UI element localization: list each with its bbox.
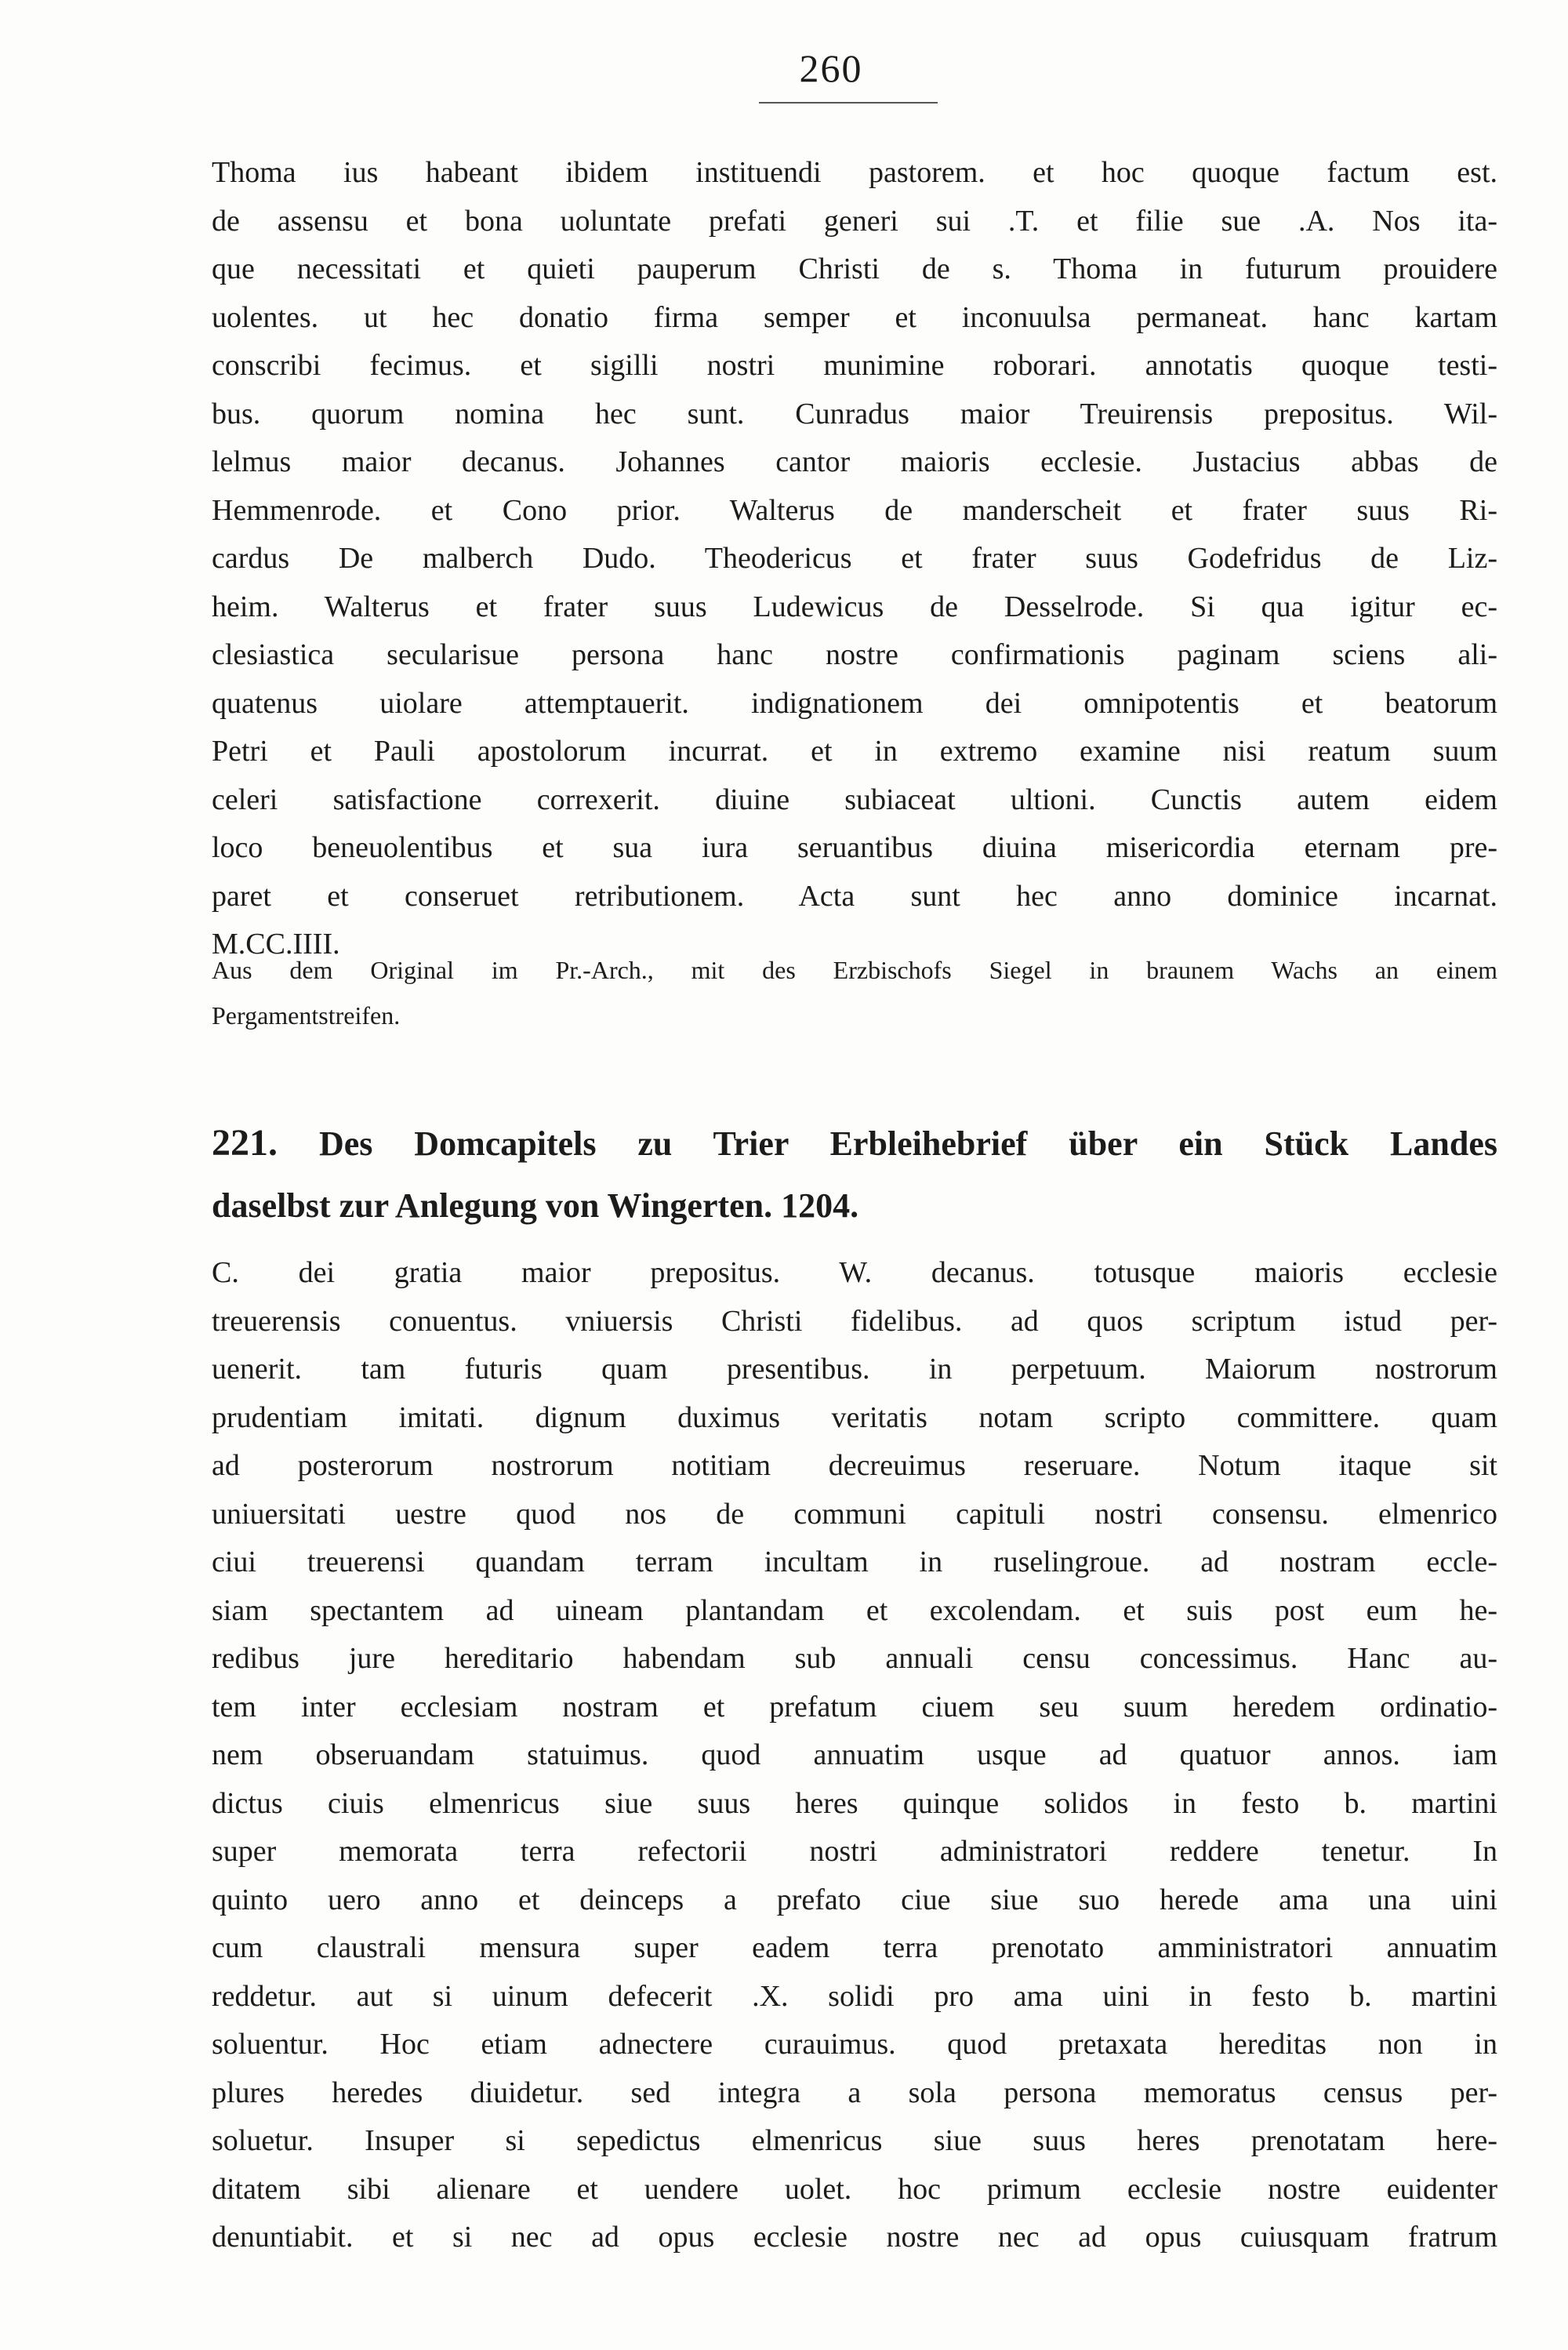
page-number-rule — [759, 102, 938, 104]
text-line: redibus jure hereditario habendam sub annuali censu concessimus. Hanc au- — [212, 1642, 1497, 1675]
text-line: treuerensis conuentus. vniuersis Christi fidelibus. ad quos scriptum istud per- — [212, 1304, 1497, 1338]
source-note — [212, 947, 1497, 1038]
text-line: Hemmenrode. et Cono prior. Walterus de manderscheit et frater suus Ri- — [212, 493, 1497, 527]
charter-paragraph-1 — [212, 149, 1497, 969]
text-line: tem inter ecclesiam nostram et prefatum ciuem seu suum heredem ordinatio- — [212, 1690, 1497, 1723]
text-line: cardus De malberch Dudo. Theodericus et frater suus Godefridus de Liz- — [212, 542, 1497, 575]
text-line: C. dei gratia maior prepositus. W. decanus. totusque maioris ecclesie — [212, 1256, 1497, 1289]
text-line: de assensu et bona uoluntate prefati generi sui .T. et filie sue .A. Nos ita- — [212, 204, 1497, 238]
text-line: celeri satisfactione correxerit. diuine subiaceat ultioni. Cunctis autem eidem — [212, 783, 1497, 816]
text-line: ditatem sibi alienare et uendere uolet. hoc primum ecclesie nostre euidenter — [212, 2172, 1497, 2206]
text-line: bus. quorum nomina hec sunt. Cunradus maior Treuirensis prepositus. Wil- — [212, 397, 1497, 430]
heading-line-2: daselbst zur Anlegung von Wingerten. 1204. — [212, 1186, 859, 1225]
note-line: Aus dem Original im Pr.-Arch., mit des Erzbischofs Siegel in braunem Wachs an einem — [212, 956, 1497, 984]
text-line: prudentiam imitati. dignum duximus veritatis notam scripto committere. quam — [212, 1400, 1497, 1434]
text-line: plures heredes diuidetur. sed integra a sola persona memoratus census per- — [212, 2076, 1497, 2109]
text-line: Petri et Pauli apostolorum incurrat. et in extremo examine nisi reatum suum — [212, 735, 1497, 768]
text-line: loco beneuolentibus et sua iura seruantibus diuina misericordia eternam pre- — [212, 831, 1497, 864]
text-line: dictus ciuis elmenricus siue suus heres quinque solidos in festo b. martini — [212, 1786, 1497, 1820]
text-line: conscribi fecimus. et sigilli nostri munimine roborari. annotatis quoque testi- — [212, 349, 1497, 382]
text-line: clesiastica secularisue persona hanc nostre confirmationis paginam sciens ali- — [212, 638, 1497, 671]
text-line: que necessitati et quieti pauperum Christi de s. Thoma in futurum prouidere — [212, 252, 1497, 285]
text-line: reddetur. aut si uinum defecerit .X. solidi pro ama uini in festo b. martini — [212, 1979, 1497, 2013]
text-line: lelmus maior decanus. Johannes cantor maioris ecclesie. Justacius abbas de — [212, 445, 1497, 478]
text-line: denuntiabit. et si nec ad opus ecclesie nostre nec ad opus cuiusquam fratrum — [212, 2221, 1497, 2254]
document-number: 221. — [212, 1122, 278, 1164]
heading-title: Des Domcapitels zu Trier Erbleihebrief über ein Stück Landes — [318, 1124, 1497, 1163]
text-line: soluetur. Insuper si sepedictus elmenricus siue suus heres prenotatam here- — [212, 2124, 1497, 2157]
text-line: quinto uero anno et deinceps a prefato ciue siue suo herede ama una uini — [212, 1883, 1497, 1916]
text-line: Thoma ius habeant ibidem instituendi pastorem. et hoc quoque factum est. — [212, 156, 1497, 189]
text-line: ciui treuerensi quandam terram incultam in ruselingroue. ad nostram eccle- — [212, 1545, 1497, 1578]
text-line: uolentes. ut hec donatio firma semper et inconuulsa permaneat. hanc kartam — [212, 300, 1497, 334]
text-line: soluentur. Hoc etiam adnectere curauimus. quod pretaxata hereditas non in — [212, 2028, 1497, 2061]
text-line: quatenus uiolare attemptauerit. indignationem dei omnipotentis et beatorum — [212, 686, 1497, 720]
text-line: uenerit. tam futuris quam presentibus. in perpetuum. Maiorum nostrorum — [212, 1353, 1497, 1386]
text-line: paret et conseruet retributionem. Acta sunt hec anno dominice incarnat. — [212, 879, 1497, 913]
text-line: M.CC.IIII. — [212, 928, 340, 961]
text-line: nem obseruandam statuimus. quod annuatim usque ad quatuor annos. iam — [212, 1738, 1497, 1771]
text-line: uniuersitati uestre quod nos de communi capituli nostri consensu. elmenrico — [212, 1497, 1497, 1531]
page-number: 260 — [799, 46, 863, 90]
note-line: Pergamentstreifen. — [212, 1001, 401, 1030]
text-line: cum claustrali mensura super eadem terra prenotato amministratori annuatim — [212, 1931, 1497, 1964]
charter-paragraph-2 — [212, 1249, 1497, 2262]
text-line: super memorata terra refectorii nostri administratori reddere tenetur. In — [212, 1835, 1497, 1868]
text-line: heim. Walterus et frater suus Ludewicus de Desselrode. Si qua igitur ec- — [212, 590, 1497, 623]
text-line: siam spectantem ad uineam plantandam et excolendam. et suis post eum he- — [212, 1593, 1497, 1627]
document-heading — [212, 1112, 1497, 1237]
text-line: ad posterorum nostrorum notitiam decreuimus reseruare. Notum itaque sit — [212, 1449, 1497, 1482]
heading-line-1 — [212, 1112, 1497, 1175]
